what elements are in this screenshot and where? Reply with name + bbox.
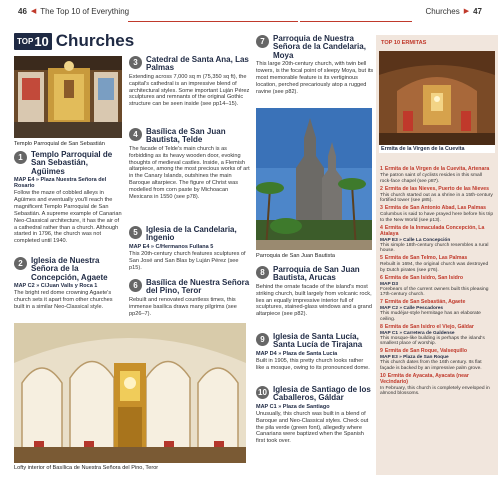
entry-map: MAP C2 » C/Juan Valls y Roca 1: [14, 283, 98, 290]
entry-2: [14, 257, 122, 311]
entry-body: Extending across 7,000 sq m (75,350 sq ft), the capital's cathedral is an impressive blend of architectural styles. Some important Luján Pérez sculptures and remnants of the original Gothic structure can be seen inside (see pp14–15).: [129, 73, 250, 108]
sidebar-top10-ermitas: [376, 35, 498, 475]
entry-number: 6: [129, 279, 142, 292]
photo-ermita-cuevita: [379, 51, 495, 145]
entry-number: 1: [14, 151, 27, 164]
top10-badge: TOP 10: [14, 33, 52, 50]
title-text: Churches: [55, 31, 135, 50]
header-rule-left: [128, 21, 298, 22]
sidebar-title: TOP 10 ERMITAS: [381, 40, 427, 46]
photo-san-juan-bautista: [256, 108, 372, 250]
entry-10: [256, 386, 372, 445]
list-item: 4 Ermita de la Inmaculada Concepción, La Atalaya MAP E3 » Calle La Concepción This simple 18th-century church resembles a rural house.: [380, 224, 489, 254]
entry-name: Iglesia de la Candelaria, Ingenio: [146, 225, 237, 243]
entry-5: [129, 226, 251, 271]
caption-photo2: Parroquia de San Juan Bautista: [256, 253, 335, 259]
right-page-number: 47: [473, 6, 482, 16]
list-item: 3 Ermita de San Antonio Abad, Las Palmas Columbus is said to have prayed here before his trip to the New World (see p13).: [380, 205, 494, 223]
caption-photo1: Templo Parroquial de San Sebastián: [14, 141, 105, 147]
page-header: [0, 0, 500, 22]
entry-number: 5: [129, 226, 142, 239]
list-item: 6 Ermita de San Isidro, San Isidro MAP D3 Forebears of the current owners built this pleasing 17th-century church.: [380, 274, 489, 298]
entry-8: [256, 266, 372, 318]
entry-name: Parroquia de San Juan Bautista, Arucas: [273, 265, 360, 283]
entry-name: Catedral de Santa Ana, Las Palmas: [146, 55, 249, 73]
left-page-number: 46: [18, 6, 27, 16]
photo-san-sebastian: [14, 56, 122, 138]
entry-body: The bright red dome crowning Agaete's church sets it apart from other churches built in a similar Neo-Classical style.: [14, 290, 113, 310]
list-item: 8 Ermita de San Isidro el Viejo, Gáldar MAP C1 » Carretera de Galdense This mosque-like building is perhaps the island's smallest place of worship.: [380, 323, 485, 347]
page-title: [14, 31, 134, 51]
entry-number: 9: [256, 333, 269, 346]
left-section-title: The Top 10 of Everything: [40, 6, 130, 16]
entry-4: [129, 128, 251, 201]
entry-3: [129, 56, 251, 108]
entry-body: This large 20th-century church, with twin bell towers, is the focal point of sleepy Moya, but its most memorable feature is its vertiginous location, perched precariously atop a rugged ravine (see p82).: [256, 61, 374, 95]
arrow-right-icon: ▶: [463, 8, 470, 15]
entry-number: 7: [256, 35, 269, 48]
entry-number: 3: [129, 56, 142, 69]
entry-body: This 20th-century church features sculptures of San José and San Blas by Luján Pérez (see p15).: [129, 250, 246, 271]
entry-number: 10: [256, 386, 269, 399]
entry-name: Basílica de Nuestra Señora del Pino, Teror: [146, 278, 250, 296]
entry-number: 4: [129, 128, 142, 141]
list-item: 9 Ermita de San Roque, Valsequillo MAP E3 » Plaza de San Roque This church dates from the 16th century. Its flat façade is backed by an impressive palm grove.: [380, 348, 482, 371]
entry-9: [256, 333, 372, 372]
entry-body: Follow the maze of cobbled alleys in Agüimes and eventually you'll reach the magnificent Templo Parroquial de San Sebastián. A supreme example of Canarian Neo-Classical architecture, it has the air of a cathedral rather than a church. Although started in 1796, the church was not completed until 1940.: [14, 190, 122, 245]
entry-name: Parroquia de Nuestra Señora de la Candelaria, Moya: [273, 34, 366, 60]
ermitas-list: [380, 167, 494, 399]
entry-body: Built in 1905, this pretty church looks rather like a mosque, owing to its pronounced dome.: [256, 357, 370, 371]
entry-name: Iglesia de Santiago de los Caballeros, Gáldar: [273, 385, 371, 403]
list-item: 5 Ermita de San Telmo, Las Palmas Rebuilt in 1694, the original church was destroyed by Dutch pirates (see p76).: [380, 255, 489, 273]
entry-body: Unusually, this church was built in a blend of Baroque and Neo-Classical styles. Check out the pila verde (green font), allegedly where Canarians were baptized when the Spanish first took over.: [256, 410, 369, 445]
entry-name: Basílica de San Juan Bautista, Telde: [146, 127, 226, 145]
list-item: 10 Ermita de Ayacata, Ayacata (near Vecindario) In February, this church is completely enveloped in almond blossoms.: [380, 372, 490, 397]
entry-body: Behind the ornate facade of the island's most striking church, built largely from volcanic rock, lies an equally impressive interior full of sculptures, stained-glass windows and a grand altarpiece (see p82).: [256, 283, 372, 318]
entry-body: Rebuilt and renovated countless times, this immense basilica draws many pilgrims (see pp26–7).: [129, 296, 237, 317]
sidebar-photo-caption: Ermita de la Virgen de la Cuevita: [379, 145, 495, 153]
entry-body: The facade of Telde's main church is as forbidding as its heavy wooden door, evoking thoughts of medieval castles. Inside, a Flemish altarpiece, among the most precious works of art in the Canary Islands, outshines the main Baroque altarpiece. The figure of Christ was modelled from corn paste by Michoacan Mexicans in 1550 (see p78).: [129, 145, 250, 200]
header-rule-right: [300, 21, 412, 22]
entry-map: MAP C1 » Plaza de Santiago: [256, 403, 330, 410]
list-item: 2 Ermita de las Nieves, Puerto de las Nieves This church started out as a shrine in a 15th-century fortified tower (see p85).: [380, 185, 493, 204]
entry-name: Iglesia de Santa Lucía, Santa Lucía de Tirajana: [273, 332, 363, 350]
caption-photo3: Lofty interior of Basílica de Nuestra Señora del Pino, Teror: [14, 465, 159, 471]
entry-7: [256, 35, 374, 96]
entry-6: [129, 279, 251, 317]
list-item: 7 Ermita de San Sebastián, Agaete MAP C2 » Calle Pescadores This mudéjar-style hermitage has an elaborate ceiling.: [380, 299, 481, 322]
entry-number: 8: [256, 266, 269, 279]
entry-map: MAP E4 » Plaza Nuestra Señora del Rosario: [14, 177, 107, 190]
entry-name: Iglesia de Nuestra Señora de la Concepción, Agaete: [31, 256, 108, 282]
entry-number: 2: [14, 257, 27, 270]
entry-map: MAP D4 » Plaza de Santa Lucía: [256, 350, 338, 357]
list-item: 1 Ermita de la Virgen de la Cuevita, Artenara The patron saint of cyclists resides in this small rock-face chapel (see p87).: [380, 166, 490, 184]
photo-basilica-interior: [14, 323, 246, 463]
entry-name: Templo Parroquial de San Sebastián, Agüimes: [31, 150, 113, 176]
right-section-title: Churches: [425, 6, 460, 16]
entry-map: MAP E4 » C/Hermanos Fullana 5: [129, 243, 214, 250]
arrow-left-icon: ◀: [30, 8, 37, 15]
entry-1: [14, 151, 122, 245]
